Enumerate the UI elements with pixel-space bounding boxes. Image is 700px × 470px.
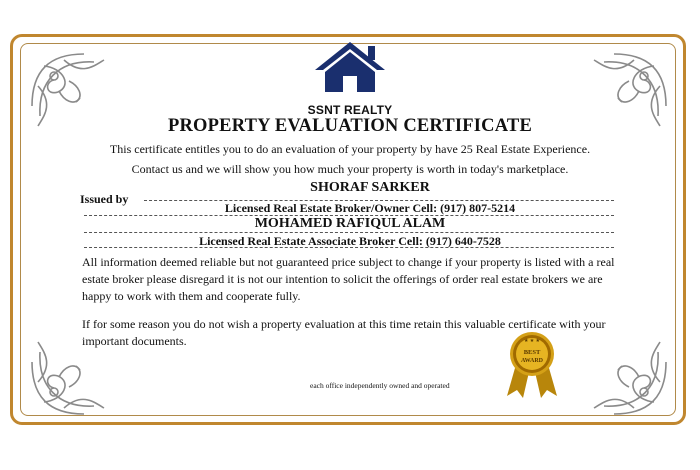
issuer-name-2: MOHAMED RAFIQUL ALAM: [254, 216, 446, 231]
issued-by-label: Issued by: [80, 192, 129, 206]
divider-line: [84, 232, 614, 233]
retain-note-paragraph: If for some reason you do not wish a property evaluation at this time retain this valuable certificate with your important documents.: [82, 317, 606, 348]
intro-line-2: Contact us and we will show you how much your property is worth in today's marketplace.: [131, 162, 569, 176]
footer-note: each office independently owned and operated: [310, 381, 450, 390]
house-logo-icon: [313, 40, 387, 92]
disclaimer-paragraph: All information deemed reliable but not guaranteed price subject to change if your property is listed with a real estate broker please disregard it is not our intention to solicit the offerings of order real estate brokers we are happy to work with them and cooperate fully.: [82, 255, 615, 303]
brand-name: SSNT REALTY: [307, 103, 393, 117]
intro-line-1: This certificate entitles you to do an evaluation of your property by have 25 Real Estate Experience.: [109, 142, 591, 156]
badge-top-text: BEST: [523, 349, 541, 356]
badge-bottom-text: AWARD: [520, 358, 544, 364]
issuer-role-1: Licensed Real Estate Broker/Owner Cell: (917) 807-5214: [224, 201, 516, 215]
svg-text:★ ★ ★: ★ ★ ★: [524, 339, 540, 344]
best-award-badge-icon: [497, 330, 567, 400]
issuer-name-1: SHORAF SARKER: [310, 180, 430, 195]
certificate-title: PROPERTY EVALUATION CERTIFICATE: [168, 116, 532, 136]
divider-line: [84, 247, 614, 248]
issuer-role-2: Licensed Real Estate Associate Broker Cell: (917) 640-7528: [199, 234, 501, 248]
corner-ornament-icon: [24, 46, 134, 156]
corner-ornament-icon: [564, 46, 674, 156]
